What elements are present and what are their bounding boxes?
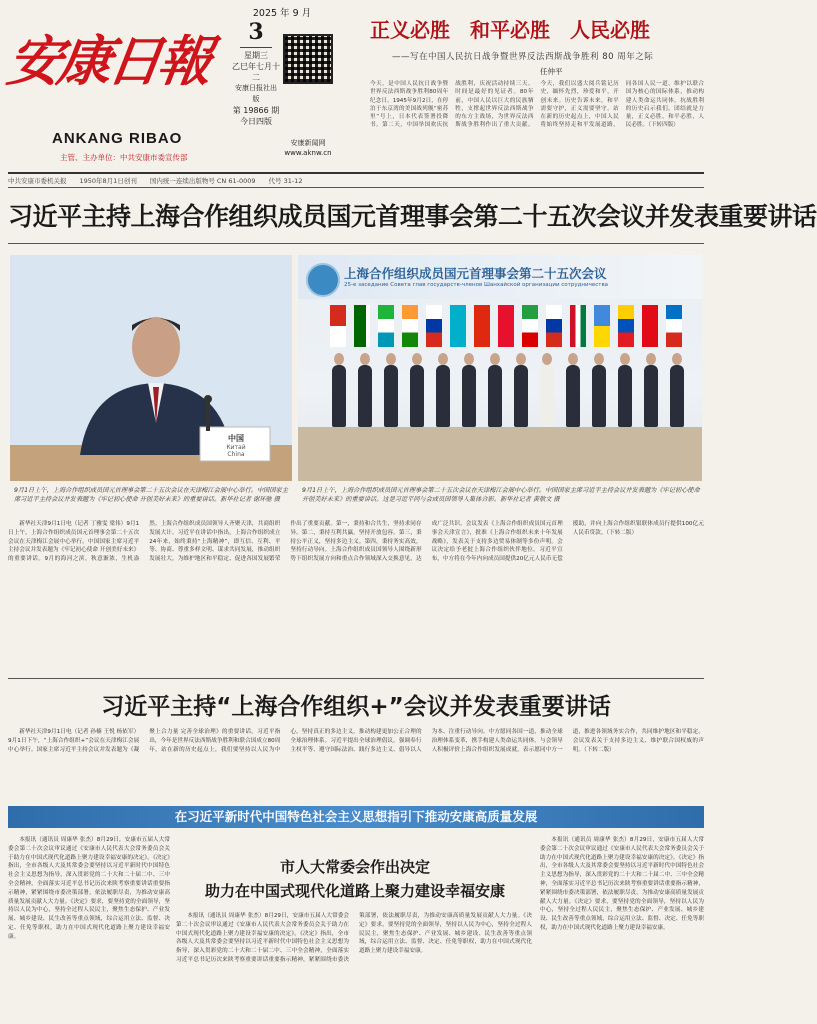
flag-icon xyxy=(378,305,394,347)
third-article-col-right: 本报讯（通讯员 周康华 张杰）8月29日，安康市五届人大常委会第二十次会议审议通过《安康市人民代表大会常务委员会关于助力在中国式现代化道路上聚力建设幸福安康的决定》。《决定》指出，全市各级人大及其常委会要坚持以习近平新时代中国特色社会主义思想为指导，深入贯彩党的二十大和二十届二中、三中全会精神，全面落实习近平总书记历次来陕考察重要讲话重要指示精神，紧紧围绕市委决策部署，依法履职尽责，为推动安康高质量发展贡献人大力量。《决定》要求，要坚持党的全面领导，坚持以人民为中心，坚持全过程人民民主，聚焦生态保护、产业发展、城乡建设、民生改善等重点领域，综合运用立法、监督、决定、任免等职权，助力在中国式现代化道路上聚力建设幸福安康。 xyxy=(540,837,704,931)
weekday: 星期三 xyxy=(244,51,268,60)
app-label: 安康新闻网 xyxy=(290,139,326,147)
section-banner: 在习近平新时代中国特色社会主义思想指引下推动安康高质量发展 xyxy=(8,806,704,828)
lead-headline: 习近平主持上海合作组织成员国元首理事会第二十五次会议并发表重要讲话 xyxy=(8,202,817,231)
third-article-body: 本报讯（通讯员 周康华 张杰）8月29日，安康市五届人大常委会第二十次会议审议通过《安康市人民代表大会常务委员会关于助力在中国式现代化道路上聚力建设幸福安康的决定》。《决定》指出，全市各级人大及其常委会要坚持以习近平新时代中国特色社会主义思想为指导，深入贯彩党的二十大和二十届二中、三中全会精神，全面落实习近平总书记历次来陕考察重要讲话重要指示精神，紧紧围绕市委决策部署，依法履职尽责，为推动安康高质量发展贡献人大力量。《决定》要求，要坚持党的全面领导，坚持以人民为中心，坚持全过程人民民主，聚焦生态保护、产业发展、城乡建设、民生改善等重点领域，综合运用立法、监督、决定、任免等职权，助力在中国式现代化道路上聚力建设幸福安康。 xyxy=(176,913,532,963)
qr-label xyxy=(278,138,338,158)
section-rule xyxy=(8,678,704,679)
summit-banner-ru: 25-е заседание Совета глав государств-членов Шанхайской организации сотрудничества xyxy=(344,282,609,288)
website-link[interactable]: www.aknw.cn xyxy=(284,149,332,157)
lunar-date: 乙巳年七月十二 xyxy=(232,62,280,82)
issue-number: 第 19866 期 xyxy=(232,106,280,115)
third-headline-line1: 市人大常委会作出决定 xyxy=(279,858,430,876)
leader-figure xyxy=(644,365,658,427)
flag-icon xyxy=(330,305,346,347)
summit-banner-title: 上海合作组织成员国元首理事会第二十五次会议 xyxy=(344,266,607,281)
flag-icon xyxy=(498,305,514,347)
info-rule xyxy=(8,187,704,188)
photo-caption-2: 9月1日上午，上海合作组织成员国元首理事会第二十五次会议在天津梅江会展中心举行。中国国家主席习近平主持会议并发表题为《牢记初心使命 开创美好未来》的重要讲话。这是习近平同与会成员国领导人集体合影。新华社记者 黄敬文 摄 xyxy=(302,487,700,503)
nameplate-ru: Китай xyxy=(226,444,246,451)
leader-figure xyxy=(566,365,580,427)
third-article-col-left: 本报讯（通讯员 周康华 张杰）8月29日，安康市五届人大常委会第二十次会议审议通过《安康市人民代表大会常务委员会关于助力在中国式现代化道路上聚力建设幸福安康的决定》。《决定》指出，全市各级人大及其常委会要坚持以习近平新时代中国特色社会主义思想为指导，深入贯彩党的二十大和二十届二中、三中全会精神，全面落实习近平总书记历次来陕考察重要讲话重要指示精神，紧紧围绕市委决策部署，依法履职尽责，为推动安康高质量发展贡献人大力量。《决定》要求，要坚持党的全面领导，坚持以人民为中心，坚持全过程人民民主，聚焦生态保护、产业发展、城乡建设、民生改善等重点领域，综合运用立法、监督、决定、任免等职权，助力在中国式现代化道路上聚力建设幸福安康。 xyxy=(8,837,170,940)
photo-caption-1: 9月1日上午，上海合作组织成员国元首理事会第二十五次会议在天津梅江会展中心举行。中国国家主席习近平主持会议并发表题为《牢记初心使命 开创美好未来》的重要讲话。新华社记者 谢环驰 摄 xyxy=(14,487,288,503)
photo-group xyxy=(298,255,702,481)
date-year-month: 2025 年 9 月 xyxy=(252,8,312,19)
flag-icon xyxy=(546,305,562,347)
leader-figure xyxy=(462,365,476,427)
leader-figure xyxy=(332,365,346,427)
flag-icon xyxy=(402,305,418,347)
flag-icon xyxy=(426,305,442,347)
leader-figure xyxy=(358,365,372,427)
leader-figure xyxy=(488,365,502,427)
flag-icon xyxy=(618,305,634,347)
masthead-rule xyxy=(8,172,704,174)
flag-icon xyxy=(474,305,490,347)
lead-article-body: 新华社天津9月1日电（记者 丁雅雯 梁伟）9月1日上午，上海合作组织成员国元首理事会第二十五次会议在天津梅江会展中心举行。中国国家主席习近平主持会议并发表题为《牢记初心使命 开创美好未来》的重要讲话。9月的海河之滨，秋意渐浓，生机盎然。上海合作组织成员国领导人齐聚天津，共商组织发展大计。习近平在讲话中指出，上海合作组织成立24年来，始终秉持“上海精神”，即互信、互利、平等、协商、尊重多样文明、谋求共同发展，推动组织发展壮大，为维护地区和平稳定、促进各国发展繁荣作出了重要贡献。第一，秉持和合共生，坚持求同存异。第二，秉持互利共赢，坚持开放包容。第三，秉持公平正义，坚持多边主义。第四，秉持务实高效，坚持行动导向。上海合作组织成员国领导人围绕新形势下组织发展方向和重点合作领域深入交换意见，达成广泛共识。会议发表《上海合作组织成员国元首理事会天津宣言》，批准《上海合作组织未来十年发展战略》，发表关于支持多边贸易体制等多份声明。会议决定给予老挝上海合作组织伙伴地位。习近平宣布，中方将在今年内向成员国提供20亿元人民币无偿援助，并向上海合作组织银联体成员行提供100亿元人民币贷款。（下转二版） xyxy=(8,521,704,563)
stage-floor xyxy=(298,427,702,481)
flag-icon xyxy=(522,305,538,347)
second-article-body: 新华社天津9月1日电（记者 孙楠 王悦 杨依军）9月1日下午，“上海合作组织+”会议在天津梅江会展中心举行。国家主席习近平主持会议并发表题为《凝聚上合力量 完善全球治理》的重要讲话。习近平指出，今年是世界反法西斯战争胜利和联合国成立80周年。站在新的历史起点上，我们要坚持以人民为中心，坚持真正的多边主义，推动构建更加公正合理的全球治理体系。习近平提出全球治理倡议，强调奉行主权平等、遵守国际法治、践行多边主义、倡导以人为本、注重行动导向。中方愿同各国一道，推动全球治理体系变革，携手构建人类命运共同体。与会领导人积极评价上海合作组织发展成就，表示愿同中方一道，推进各领域务实合作，共同维护地区和平稳定。会议发表关于支持多边主义、维护联合国权威的声明。（下转二版） xyxy=(8,729,704,753)
leader-figure xyxy=(540,365,554,427)
newspaper-logo xyxy=(3,6,213,126)
promo-subheadline: ——写在中国人民抗日战争暨世界反法西斯战争胜利 80 周年之际 xyxy=(392,52,654,62)
lead-rule xyxy=(8,243,704,244)
promo-headline: 正义必胜 和平必胜 人民必胜 xyxy=(370,18,650,42)
leader-figure xyxy=(410,365,424,427)
flag-icon xyxy=(354,305,370,347)
leader-figure xyxy=(384,365,398,427)
nameplate-cn: 中国 xyxy=(228,434,244,443)
flag-icon xyxy=(666,305,682,347)
sco-emblem-icon xyxy=(306,263,340,297)
nameplate-en: China xyxy=(227,451,245,458)
logo-subline: 主管、主办单位：中共安康市委宣传部 xyxy=(60,153,188,162)
flag-icon xyxy=(642,305,658,347)
info-bar: 中共安康市委机关报 1950年8月1日创刊 国内统一连续出版物号 CN 61-0009 代号 31-12 xyxy=(8,177,303,185)
leader-figure xyxy=(514,365,528,427)
third-headline-line2: 助力在中国式现代化道路上聚力建设幸福安康 xyxy=(204,882,505,900)
leader-figure xyxy=(618,365,632,427)
logo-calligraphy: 安康日報 xyxy=(3,29,213,93)
leader-figure xyxy=(592,365,606,427)
second-headline: 习近平主持“上海合作组织+”会议并发表重要讲话 xyxy=(101,694,611,720)
date-day: 3 xyxy=(248,19,264,45)
publisher: 安康日报社出版 xyxy=(235,84,277,103)
photo-speaker xyxy=(10,255,292,481)
promo-author: 任仲平 xyxy=(540,67,563,76)
qr-code-icon xyxy=(283,34,333,84)
flag-icon xyxy=(570,305,586,347)
flag-icon xyxy=(450,305,466,347)
page-count: 今日四版 xyxy=(240,117,272,126)
flag-icon xyxy=(594,305,610,347)
leader-figure xyxy=(436,365,450,427)
logo-pinyin: ANKANG RIBAO xyxy=(52,130,183,147)
promo-article-body: 今天，是中国人民抗日战争暨世界反法西斯战争胜利80周年纪念日。1945年9月2日，在停泊于东京湾的美国战列舰“密苏里”号上，日本代表签署投降书。第二天，中国举国欢庆抗战胜利，庆祝活动持续三天。时间是最好的见证者。80年前，中国人民以巨大的民族牺牲，支撑起世界反法西斯战争的东方主战场，为世界反法西斯战争胜利作出了重大贡献。今天，我们以盛大阅兵铭记历史，缅怀先烈，珍爱和平，开创未来。历史告诉未来，和平需要守护，正义需要坚守。站在新的历史起点上，中国人民将始终坚持走和平发展道路，同各国人民一道，维护以联合国为核心的国际体系，推动构建人类命运共同体。抗战胜利的历史启示我们，团结就是力量，正义必胜，和平必胜，人民必胜。（下转四版） xyxy=(370,81,704,129)
leader-figure xyxy=(670,365,684,427)
